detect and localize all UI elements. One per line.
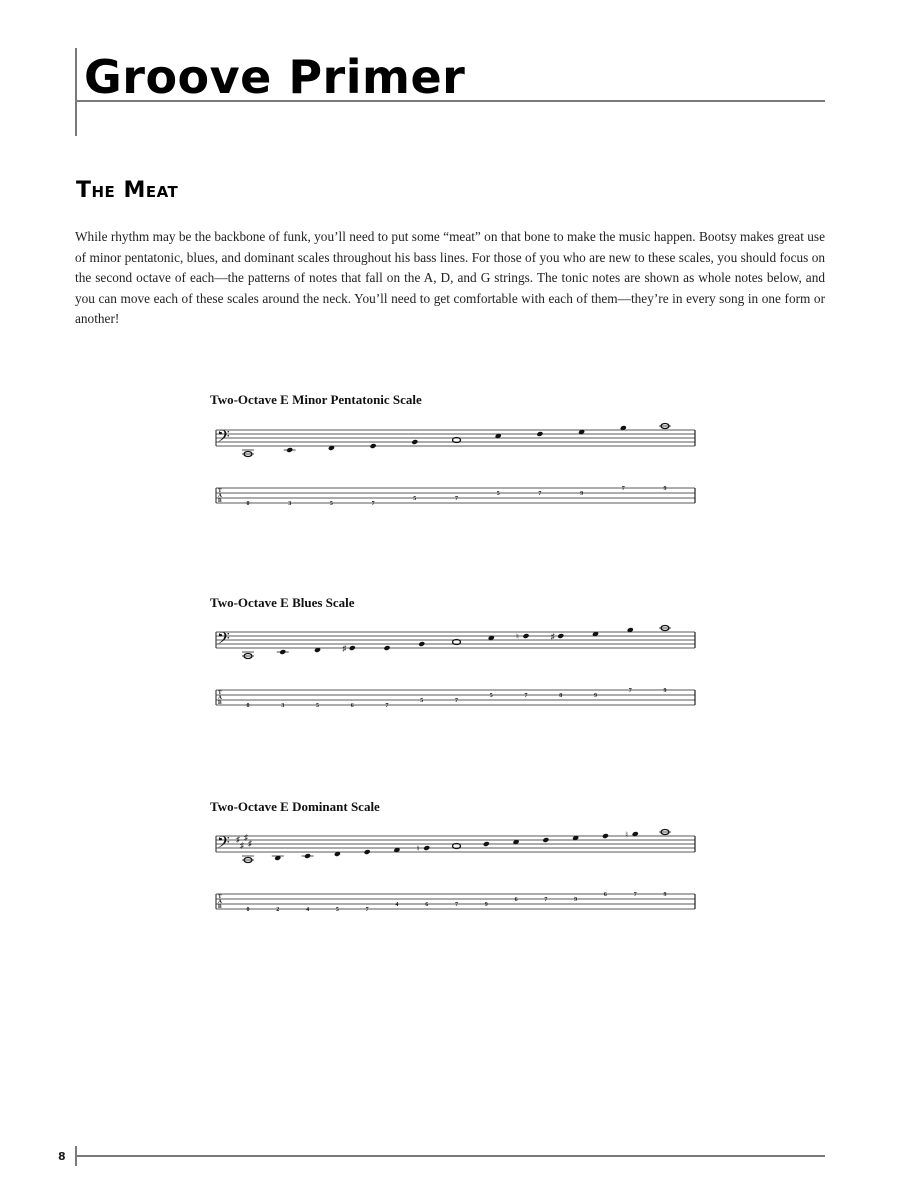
tab-clef-letter: A [218,695,222,701]
tab-fret-number: 5 [420,698,424,705]
natural-accidental-icon: ♮ [516,632,519,641]
quarter-note [557,633,564,639]
tab-clef-letter: B [218,700,222,706]
tab-clef-letter: B [218,498,222,504]
tab-fret-number: 9 [484,902,488,909]
tab-fret-number: 2 [276,907,280,914]
quarter-note [483,841,490,847]
tab-fret-number: 7 [455,496,458,503]
tab-fret-number: 0 [246,703,250,710]
key-signature-sharp-icon: ♯ [240,841,244,850]
footer-rule [75,1155,825,1157]
sharp-accidental-icon: ♯ [342,644,347,653]
tab-fret-number: 5 [496,491,500,498]
tab-fret-number: 7 [633,892,637,899]
tab-fret-number: 6 [350,703,354,710]
tab-fret-number: 5 [329,501,333,508]
tab-fret-number: 7 [538,491,542,498]
chapter-title: Groove Primer [84,50,466,104]
tab-clef-letter: A [218,899,222,905]
natural-accidental-icon: ♮ [625,830,629,839]
tab-fret-number: 6 [514,897,518,904]
tab-fret-number: 7 [544,897,548,904]
quarter-note [522,633,529,639]
bass-clef-icon: 𝄢 [217,834,230,856]
quarter-note [542,837,549,843]
tab-fret-number: 7 [524,693,528,700]
sharp-accidental-icon: ♯ [550,632,555,641]
tab-fret-number: 9 [663,486,667,493]
tab-fret-number: 7 [621,486,625,493]
tab-fret-number: 4 [395,902,399,909]
tab-fret-number: 8 [559,693,563,700]
tab-clef-letter: T [218,894,222,900]
scale-title: Two-Octave E Minor Pentatonic Scale [210,392,422,407]
quarter-note [423,845,430,851]
quarter-note [364,849,371,855]
tab-fret-number: 5 [316,703,319,710]
notation-staff [210,420,700,520]
tab-fret-number: 7 [365,907,369,914]
tab-fret-number: 9 [663,892,667,899]
tab-clef-letter: T [218,690,222,696]
tab-fret-number: 3 [281,703,285,710]
tab-fret-number: 9 [663,688,667,695]
tab-fret-number: 0 [246,501,250,508]
tab-clef-letter: T [218,488,222,494]
key-signature-sharp-icon: ♯ [236,835,240,844]
quarter-note [411,439,418,445]
quarter-note [286,447,293,453]
tab-fret-number: 0 [246,907,250,914]
quarter-note [349,645,356,651]
tab-clef-letter: A [218,493,222,499]
tab-fret-number: 6 [425,902,429,909]
notation-staff [210,826,700,926]
tab-fret-number: 5 [489,693,493,700]
header-vertical-rule [75,48,77,136]
bass-clef-icon: 𝄢 [217,428,230,450]
tab-fret-number: 4 [306,907,310,914]
quarter-note [418,641,425,647]
tab-fret-number: 7 [455,902,458,909]
tab-fret-number: 7 [385,703,389,710]
tab-fret-number: 9 [580,491,584,498]
quarter-note [370,443,377,449]
scale-title: Two-Octave E Dominant Scale [210,799,380,814]
tab-clef-letter: B [218,904,222,910]
key-signature-sharp-icon: ♯ [248,839,252,848]
tab-fret-number: 5 [413,496,417,503]
natural-accidental-icon: ♮ [416,844,420,853]
scale-title: Two-Octave E Blues Scale [210,595,355,610]
page-number: 8 [58,1150,66,1163]
tab-fret-number: 7 [628,688,632,695]
quarter-note [279,649,286,655]
quarter-note [602,833,609,839]
intro-paragraph: While rhythm may be the backbone of funk, you’ll need to put some “meat” on that bone to make the music happen. Bootsy makes great use of minor pentatonic, blues, and dominant scales throughout his bass lines. For those of you who are new to these scales, you should focus on the second octave of each—the patterns of notes that fall on the A, D, and G strings. The tonic notes are shown as whole notes below, and you can move each of these scales around the neck. You’ll need to get comfortable with each of them—they’re in every song in one form or another! [75,229,825,326]
tab-fret-number: 7 [455,698,458,705]
tab-fret-number: 3 [288,501,292,508]
tab-fret-number: 9 [574,897,578,904]
section-title: The Meat [76,178,179,203]
quarter-note [304,853,311,859]
key-signature-sharp-icon: ♯ [244,833,248,842]
tab-fret-number: 5 [335,907,339,914]
quarter-note [536,431,543,437]
tab-fret-number: 7 [371,501,375,508]
tab-fret-number: 6 [603,892,607,899]
tab-fret-number: 9 [594,693,597,700]
bass-clef-icon: 𝄢 [217,630,230,652]
notation-staff [210,622,700,722]
quarter-note [383,645,390,651]
